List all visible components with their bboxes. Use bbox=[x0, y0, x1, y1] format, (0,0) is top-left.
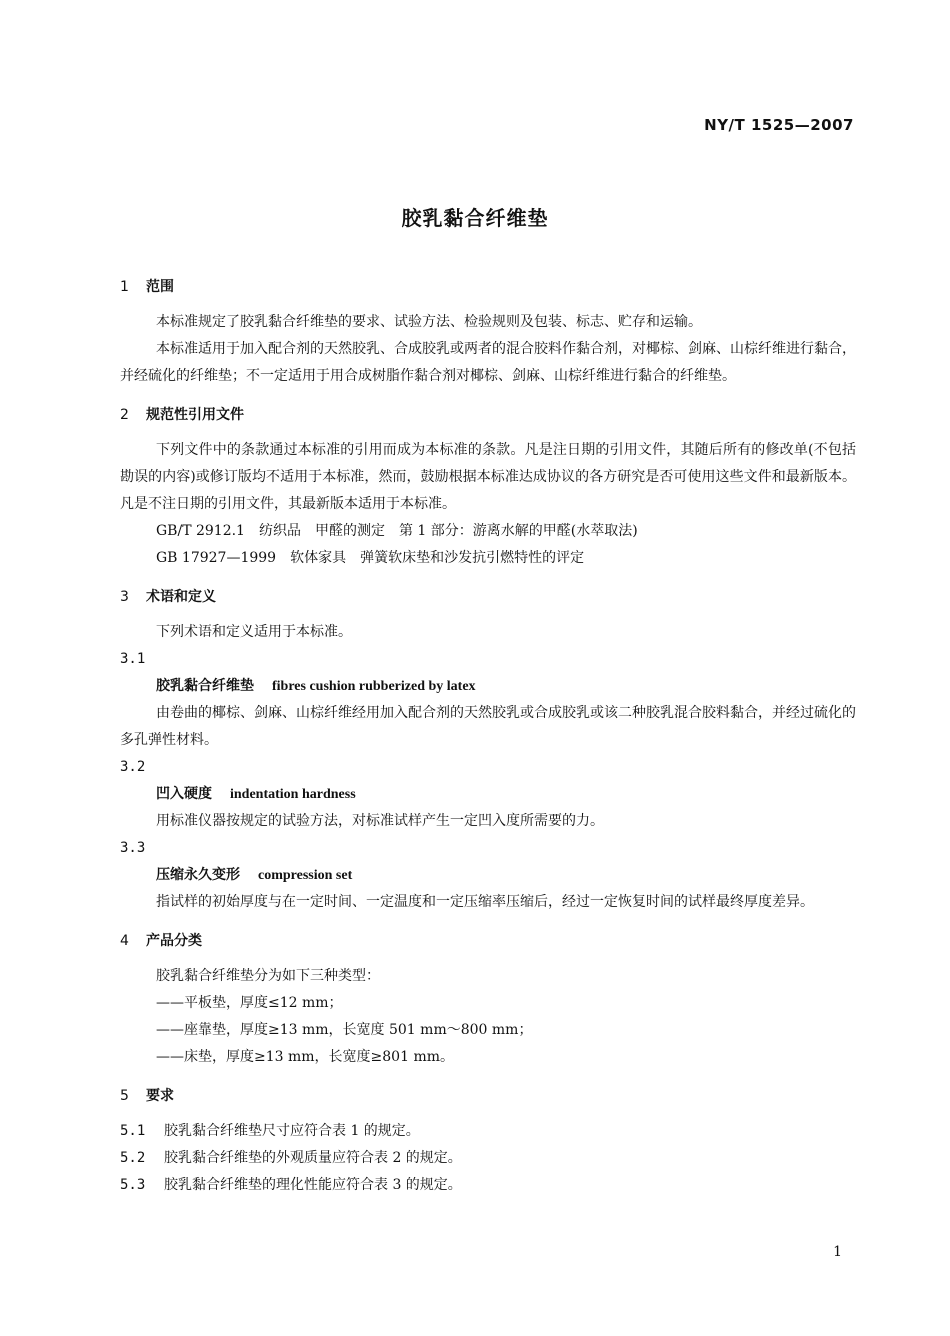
term-3-3-title: 压缩永久变形 compression set bbox=[156, 867, 353, 883]
section-5-heading: 5 要求 bbox=[120, 1088, 174, 1104]
term-3-1-definition: 由卷曲的椰棕、剑麻、山棕纤维经用加入配合剂的天然胶乳或合成胶乳或该二种胶乳混合胶料黏合，并经过硫化的多孔弹性材料。 bbox=[120, 705, 856, 748]
section-2-heading: 2 规范性引用文件 bbox=[120, 407, 244, 423]
category-flat-pad: ——平板垫，厚度≤12 mm； bbox=[156, 995, 343, 1011]
term-3-2-title: 凹入硬度 indentation hardness bbox=[156, 786, 356, 802]
section-3-paragraph-1: 下列术语和定义适用于本标准。 bbox=[156, 624, 352, 640]
section-1-heading: 1 范围 bbox=[120, 279, 174, 295]
category-seat-cushion: ——座靠垫，厚度≥13 mm，长宽度 501 mm～800 mm； bbox=[156, 1022, 533, 1038]
section-4-paragraph-1: 胶乳黏合纤维垫分为如下三种类型： bbox=[156, 968, 380, 984]
page-number: 1 bbox=[833, 1244, 842, 1260]
reference-gb-17927: GB 17927—1999 软体家具 弹簧软床垫和沙发抗引燃特性的评定 bbox=[156, 550, 585, 566]
term-3-1-title: 胶乳黏合纤维垫 fibres cushion rubberized by latex bbox=[156, 678, 476, 694]
reference-gb-t-2912-1: GB/T 2912.1 纺织品 甲醛的测定 第 1 部分：游离水解的甲醛(水萃取法) bbox=[156, 523, 638, 539]
term-3-3-definition: 指试样的初始厚度与在一定时间、一定温度和一定压缩率压缩后，经过一定恢复时间的试样最终厚度差异。 bbox=[156, 894, 814, 910]
term-3-3-number: 3.3 bbox=[120, 840, 146, 856]
term-3-2-definition: 用标准仪器按规定的试验方法，对标准试样产生一定凹入度所需要的力。 bbox=[156, 813, 604, 829]
section-2-paragraph-1: 下列文件中的条款通过本标准的引用而成为本标准的条款。凡是注日期的引用文件，其随后所有的修改单(不包括勘误的内容)或修订版均不适用于本标准，然而，鼓励根据本标准达成协议的各方研究是否可使用这些文件和最新版本。凡是不注日期的引用文件，其最新版本适用于本标准。 bbox=[120, 442, 856, 512]
section-1-paragraph-1: 本标准规定了胶乳黏合纤维垫的要求、试验方法、检验规则及包装、标志、贮存和运输。 bbox=[156, 314, 702, 330]
document-body bbox=[120, 274, 856, 1199]
requirement-5-1: 5.1 胶乳黏合纤维垫尺寸应符合表 1 的规定。 bbox=[120, 1123, 420, 1139]
requirement-5-3: 5.3 胶乳黏合纤维垫的理化性能应符合表 3 的规定。 bbox=[120, 1177, 462, 1193]
term-3-2-number: 3.2 bbox=[120, 759, 146, 775]
standard-code: NY/T 1525—2007 bbox=[704, 116, 854, 134]
term-3-1-number: 3.1 bbox=[120, 651, 146, 667]
section-4-heading: 4 产品分类 bbox=[120, 933, 202, 949]
category-mattress: ——床垫，厚度≥13 mm，长宽度≥801 mm。 bbox=[156, 1049, 454, 1065]
section-1-paragraph-2: 本标准适用于加入配合剂的天然胶乳、合成胶乳或两者的混合胶料作黏合剂，对椰棕、剑麻、山棕纤维进行黏合，并经硫化的纤维垫；不一定适用于用合成树脂作黏合剂对椰棕、剑麻、山棕纤维进行黏合的纤维垫。 bbox=[120, 341, 856, 384]
requirement-5-2: 5.2 胶乳黏合纤维垫的外观质量应符合表 2 的规定。 bbox=[120, 1150, 462, 1166]
document-title: 胶乳黏合纤维垫 bbox=[401, 206, 549, 230]
section-3-heading: 3 术语和定义 bbox=[120, 589, 216, 605]
